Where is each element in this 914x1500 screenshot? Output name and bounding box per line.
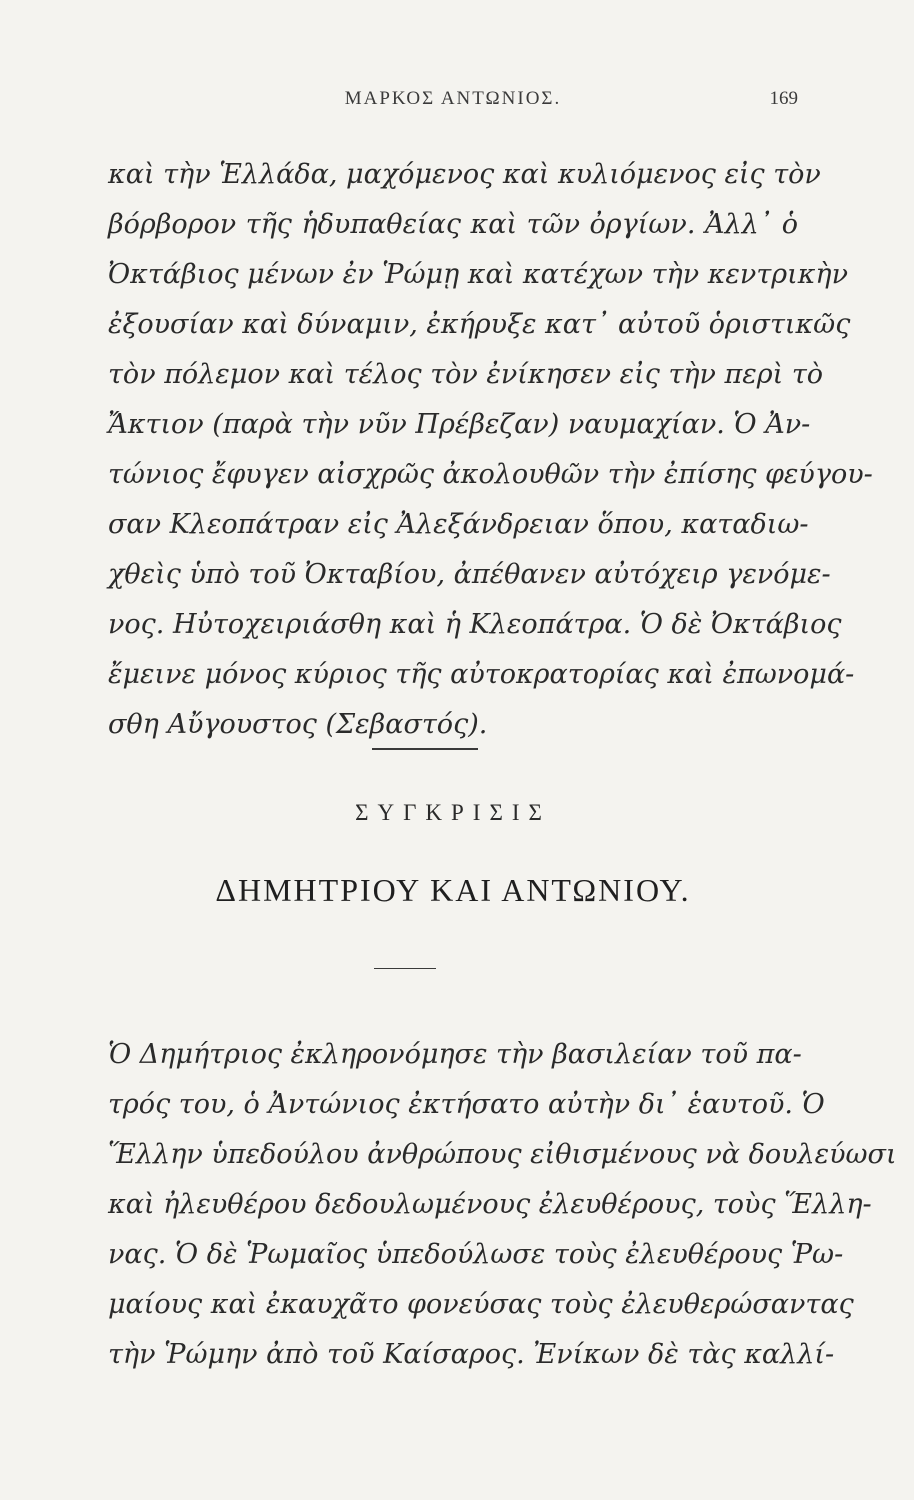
text-line: Ἄκτιον (παρὰ τὴν νῦν Πρέβεζαν) ναυμαχίαν. Ὁ Ἀν- — [108, 409, 811, 440]
text-line: νας. Ὁ δὲ Ῥωμαῖος ὑπεδούλωσε τοὺς ἐλευθέρους Ῥω- — [108, 1239, 844, 1270]
text-line: μαίους καὶ ἐκαυχᾶτο φονεύσας τοὺς ἐλευθερώσαντας — [108, 1289, 854, 1320]
text-line: τὴν Ῥώμην ἀπὸ τοῦ Καίσαρος. Ἐνίκων δὲ τὰς καλλί- — [108, 1339, 835, 1370]
text-line: καὶ τὴν Ἑλλάδα, μαχόμενος καὶ κυλιόμενος εἰς τὸν — [108, 159, 821, 190]
text-line: νος. Ηὐτοχειριάσθη καὶ ἡ Κλεοπάτρα. Ὁ δὲ Ὀκτάβιος — [108, 609, 842, 640]
running-head: ΜΑΡΚΟΣ ΑΝΤΩΝΙΟΣ. — [344, 88, 562, 109]
text-line: ἐξουσίαν καὶ δύναμιν, ἐκήρυξε κατ᾽ αὐτοῦ ὁριστικῶς — [108, 309, 851, 340]
text-line: χθεὶς ὑπὸ τοῦ Ὀκταβίου, ἀπέθανεν αὐτόχειρ γενόμε- — [108, 559, 831, 590]
text-line: σθη Αὔγουστος (Σεβαστός). — [108, 709, 488, 740]
text-line: καὶ ἠλευθέρου δεδουλωμένους ἐλευθέρους, τοὺς Ἕλλη- — [108, 1189, 872, 1220]
text-line: Ὁ Δημήτριος ἐκληρονόμησε τὴν βασιλείαν τοῦ πα- — [108, 1039, 802, 1070]
text-line: τρός του, ὁ Ἀντώνιος ἐκτήσατο αὐτὴν δι᾽ ἑαυτοῦ. Ὁ — [108, 1089, 825, 1120]
text-line: Ἕλλην ὑπεδούλου ἀνθρώπους εἰθισμένους νὰ δουλεύωσι — [108, 1139, 897, 1170]
text-line: ἔμεινε μόνος κύριος τῆς αὐτοκρατορίας καὶ ἐπωνομά- — [108, 659, 855, 690]
paragraph-comparison — [108, 1030, 897, 1380]
page-number: 169 — [769, 88, 798, 109]
paragraph-main — [108, 150, 873, 750]
text-line: τώνιος ἔφυγεν αἰσχρῶς ἀκολουθῶν τὴν ἐπίσης φεύγου- — [108, 459, 873, 490]
section-label: ΣΥΓΚΡΙΣΙΣ — [355, 800, 551, 825]
section-title: ΔΗΜΗΤΡΙΟΥ ΚΑΙ ΑΝΤΩΝΙΟΥ. — [215, 872, 691, 908]
text-line: σαν Κλεοπάτραν εἰς Ἀλεξάνδρειαν ὅπου, καταδιω- — [108, 509, 809, 540]
text-line: τὸν πόλεμον καὶ τέλος τὸν ἐνίκησεν εἰς τὴν περὶ τὸ — [108, 359, 824, 390]
page-header — [108, 88, 798, 118]
title-underline — [374, 968, 436, 969]
section-divider — [372, 748, 478, 750]
text-line: βόρβορον τῆς ἡδυπαθείας καὶ τῶν ὀργίων. Ἀλλ᾽ ὁ — [108, 209, 798, 240]
text-line: Ὀκτάβιος μένων ἐν Ῥώμῃ καὶ κατέχων τὴν κεντρικὴν — [108, 259, 849, 290]
